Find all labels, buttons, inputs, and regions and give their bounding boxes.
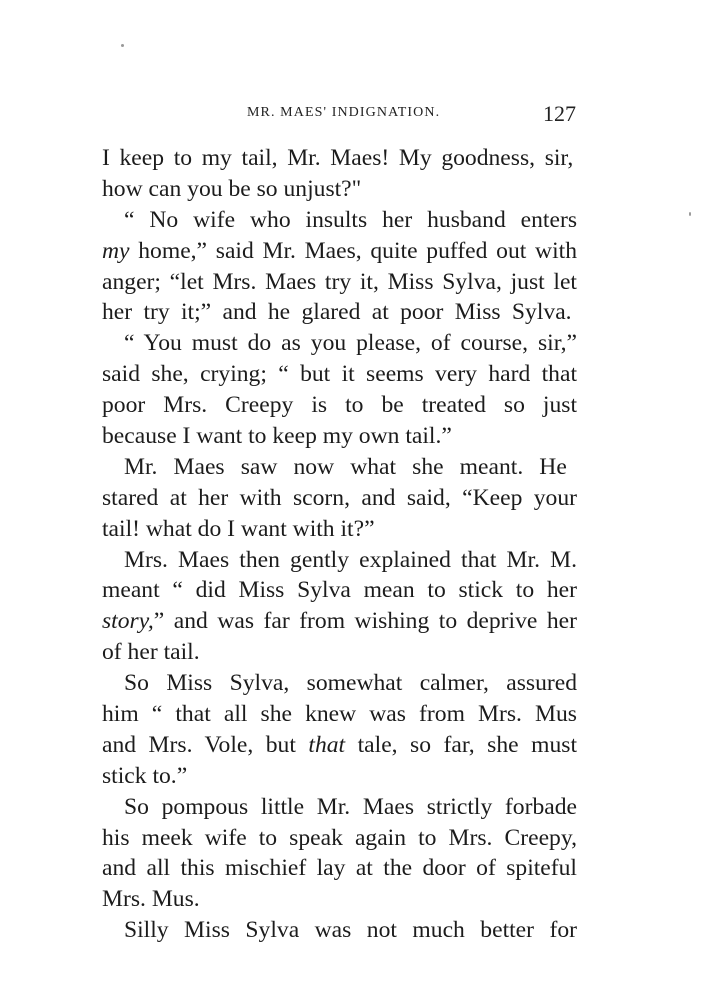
- text-segment: how can you be so unjust?": [102, 175, 362, 202]
- text-segment: his meek wife to speak again to Mrs. Creepy,: [102, 824, 577, 851]
- text-line: [102, 452, 577, 483]
- text-line: [102, 545, 577, 576]
- text-line-content: [102, 730, 577, 761]
- text-segment: So pompous little Mr. Maes strictly forbade: [124, 793, 577, 820]
- text-line: [102, 267, 577, 298]
- text-line: [102, 575, 577, 606]
- text-line: [102, 637, 577, 668]
- text-segment: anger; “let Mrs. Maes try it, Miss Sylva, just let: [102, 268, 577, 295]
- text-segment: and Mrs. Vole, but: [102, 731, 309, 758]
- text-segment: said she, crying; “ but it seems very hard that: [102, 361, 577, 388]
- text-line: [102, 297, 577, 328]
- text-segment: of her tail.: [102, 639, 200, 666]
- body-text: [102, 143, 577, 946]
- text-segment: “ No wife who insults her husband enters: [124, 206, 577, 233]
- text-line: [102, 174, 577, 205]
- text-line: [102, 823, 577, 854]
- text-line: [102, 730, 577, 761]
- text-segment: stared at her with scorn, and said, “Keep your: [102, 484, 577, 511]
- text-segment: tail! what do I want with it?”: [102, 515, 375, 542]
- text-line: [102, 205, 577, 236]
- italic-word: story,: [102, 608, 154, 635]
- text-line: [102, 668, 577, 699]
- text-segment: home,” said Mr. Maes, quite puffed out with: [129, 237, 577, 264]
- text-segment: ” and was far from wishing to deprive her: [153, 608, 577, 635]
- text-segment: poor Mrs. Creepy is to be treated so just: [102, 392, 577, 419]
- text-line: [102, 792, 577, 823]
- text-segment: “ You must do as you please, of course, sir,”: [124, 330, 577, 357]
- page-number: 127: [543, 101, 576, 126]
- text-segment: Mrs. Maes then gently explained that Mr. M.: [124, 546, 577, 573]
- text-line: [102, 390, 577, 421]
- text-segment: tale, so far, she must: [345, 731, 577, 758]
- italic-word: my: [102, 237, 130, 264]
- text-line: [102, 761, 577, 792]
- paper-speck: [689, 212, 691, 216]
- text-line: [102, 699, 577, 730]
- italic-word: that: [308, 731, 346, 758]
- text-line-content: [102, 236, 577, 267]
- text-segment: her try it;” and he glared at poor Miss Sylva.: [102, 299, 572, 326]
- text-segment: Mrs. Mus.: [102, 886, 200, 913]
- running-head: [0, 101, 706, 131]
- text-line: [102, 606, 577, 637]
- text-segment: Silly Miss Sylva was not much better for: [124, 917, 577, 944]
- text-line: [102, 328, 577, 359]
- text-segment: him “ that all she knew was from Mrs. Mus: [102, 701, 577, 728]
- text-segment: stick to.”: [102, 762, 188, 789]
- text-segment: because I want to keep my own tail.”: [102, 423, 452, 450]
- text-line-content: [102, 606, 577, 637]
- text-line: [102, 483, 577, 514]
- text-segment: and all this mischief lay at the door of spiteful: [102, 855, 577, 882]
- text-line: [102, 359, 577, 390]
- text-segment: Mr. Maes saw now what she meant. He: [124, 453, 567, 480]
- running-title: MR. MAES' INDIGNATION.: [247, 105, 441, 120]
- text-line: [102, 915, 577, 946]
- text-line: [102, 236, 577, 267]
- text-line: [102, 514, 577, 545]
- paper-speck: [121, 44, 124, 47]
- text-segment: I keep to my tail, Mr. Maes! My goodness, sir,: [102, 145, 574, 171]
- text-segment: meant “ did Miss Sylva mean to stick to her: [102, 577, 577, 604]
- text-line: [102, 853, 577, 884]
- text-line: [102, 884, 577, 915]
- text-line: [102, 143, 577, 174]
- text-line: [102, 421, 577, 452]
- text-segment: So Miss Sylva, somewhat calmer, assured: [124, 670, 577, 697]
